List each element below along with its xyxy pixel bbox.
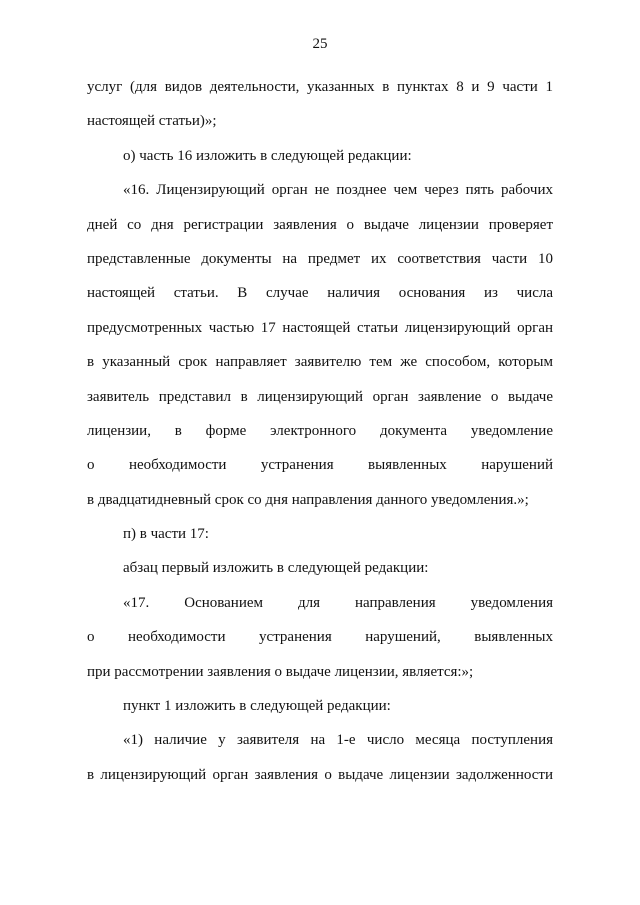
text-line: настоящей статьи)»; — [87, 113, 217, 130]
text-line: дней со дня регистрации заявления о выдаче лицензии проверяет — [87, 216, 553, 233]
text-line: пункт 1 изложить в следующей редакции: — [123, 698, 391, 715]
text-line: абзац первый изложить в следующей редакции: — [123, 560, 429, 577]
text-line: о) часть 16 изложить в следующей редакции: — [123, 147, 412, 164]
text-line: услуг (для видов деятельности, указанных в пунктах 8 и 9 части 1 — [87, 79, 553, 95]
text-line: заявитель представил в лицензирующий орган заявление о выдаче — [87, 388, 553, 405]
document-body — [87, 70, 553, 792]
text-line: «17. Основанием для направления уведомления — [123, 594, 553, 611]
text-line: в указанный срок направляет заявителю тем же способом, которым — [87, 354, 553, 371]
text-line: о необходимости устранения выявленных нарушений — [87, 457, 553, 474]
text-line: о необходимости устранения нарушений, выявленных — [87, 629, 553, 646]
text-line: «1) наличие у заявителя на 1-е число месяца поступления — [123, 732, 553, 749]
text-line: в двадцатидневный срок со дня направления данного уведомления.»; — [87, 491, 529, 508]
text-line: настоящей статьи. В случае наличия основания из числа — [87, 285, 553, 302]
text-line: предусмотренных частью 17 настоящей статьи лицензирующий орган — [87, 319, 553, 336]
page-number: 25 — [312, 36, 328, 52]
text-line: п) в части 17: — [123, 526, 209, 543]
text-line: в лицензирующий орган заявления о выдаче лицензии задолженности — [87, 766, 553, 783]
text-line: представленные документы на предмет их соответствия части 10 — [87, 250, 553, 267]
text-line: при рассмотрении заявления о выдаче лицензии, является:»; — [87, 663, 474, 680]
text-line: лицензии, в форме электронного документа уведомление — [87, 422, 553, 439]
text-line: «16. Лицензирующий орган не позднее чем через пять рабочих — [123, 182, 553, 199]
